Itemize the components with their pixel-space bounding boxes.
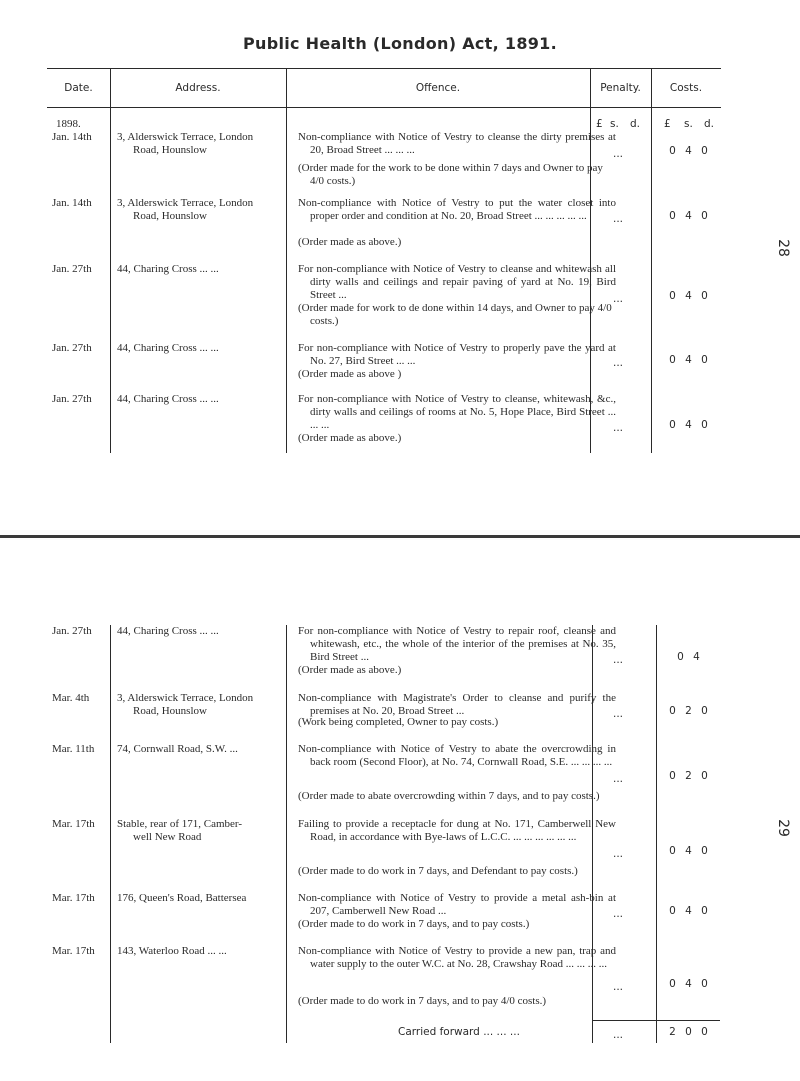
entry-address	[117, 263, 285, 276]
entry-costs: 0 4	[677, 651, 703, 663]
entry-costs: 0 4 0	[669, 845, 711, 857]
entry-offence: Failing to provide a receptacle for dung at No. 171, Camberwell New Road, in accordance with Bye-laws of L.C.C. ... ... ... ... ... ...	[298, 818, 616, 844]
entry-offence: Non-compliance with Notice of Vestry to cleanse the dirty premises at 20, Broad Street ... ... ...	[298, 131, 616, 157]
entry-address	[117, 818, 285, 844]
entry-costs: 0 4 0	[669, 978, 711, 990]
address-line: 74, Cornwall Road, S.W. ...	[117, 743, 238, 755]
entry-date: Jan. 27th	[52, 625, 92, 637]
entry-order-note: (Work being completed, Owner to pay costs.)	[298, 716, 499, 728]
entry-offence: For non-compliance with Notice of Vestry to cleanse and whitewash all dirty walls and ceilings and repair paving of yard at No. 19, Bird Street ...	[298, 263, 616, 302]
entry-date: Mar. 4th	[52, 692, 90, 704]
page-divider	[0, 535, 800, 538]
header-bottom-rule	[47, 107, 721, 108]
entry-offence: Non-compliance with Notice of Vestry to put the water closet into proper order and condition at No. 20, Broad Street ... ... ... ... ...	[298, 197, 616, 223]
address-line: 44, Charing Cross ... ...	[117, 393, 219, 405]
entry-penalty: ...	[612, 981, 623, 993]
entry-date: Jan. 27th	[52, 393, 92, 405]
entry-date: Jan. 14th	[52, 197, 92, 209]
address-line: Stable, rear of 171, Camber-	[117, 818, 243, 830]
entry-penalty: ...	[612, 422, 623, 434]
entry-offence: For non-compliance with Notice of Vestry to cleanse, whitewash, &c., dirty walls and ceilings of rooms at No. 5, Hope Place, Bird Street ... ... ...	[298, 393, 616, 432]
entry-offence: Non-compliance with Notice of Vestry to provide a metal ash-bin at 207, Camberwell New Road ...	[298, 892, 616, 918]
entry-address	[117, 945, 285, 958]
header-top-rule	[47, 68, 721, 69]
carried-forward-label: Carried forward ... ... ...	[398, 1026, 520, 1038]
address-line: 176, Queen's Road, Battersea	[117, 892, 247, 904]
address-line: 44, Charing Cross ... ...	[117, 342, 219, 354]
address-line: Road, Hounslow	[133, 705, 207, 718]
unit-shilling: s.	[684, 118, 693, 130]
entry-costs: 0 4 0	[669, 905, 711, 917]
entry-costs: 0 4 0	[669, 354, 711, 366]
entry-costs: 0 4 0	[669, 145, 711, 157]
year: 1898.	[56, 118, 81, 130]
entry-order-note: (Order made to do work in 7 days, and to pay 4/0 costs.)	[298, 995, 547, 1007]
entry-penalty: ...	[612, 213, 623, 225]
unit-pound: £	[596, 118, 603, 130]
entry-penalty: ...	[612, 293, 623, 305]
entry-penalty: ...	[612, 908, 623, 920]
unit-pound: £	[664, 118, 671, 130]
col-divider	[656, 625, 657, 1043]
entry-address	[117, 197, 285, 223]
entry-order-note: (Order made to do work in 7 days, and to pay costs.)	[298, 918, 530, 930]
col-divider	[286, 68, 287, 453]
entry-date: Jan. 27th	[52, 342, 92, 354]
entry-penalty: ...	[612, 708, 623, 720]
entry-address	[117, 625, 285, 638]
entry-address	[117, 892, 285, 905]
entry-order-note: (Order made for the work to be done within 7 days and Owner to pay 4/0 costs.)	[298, 162, 603, 188]
entry-order-note: (Order made to abate overcrowding within 7 days, and to pay costs.)	[298, 790, 600, 802]
entry-penalty: ...	[612, 773, 623, 785]
entry-offence: Non-compliance with Notice of Vestry to abate the overcrowding in back room (Second Floor), at No. 74, Cornwall Road, S.E. ... ... ... ...	[298, 743, 616, 769]
entry-order-note: (Order made to do work in 7 days, and Defendant to pay costs.)	[298, 865, 578, 877]
address-line: 44, Charing Cross ... ...	[117, 625, 219, 637]
entry-costs: 0 2 0	[669, 705, 711, 717]
header-address: Address.	[175, 82, 221, 94]
entry-address	[117, 131, 285, 157]
entry-offence: For non-compliance with Notice of Vestry to properly pave the yard at No. 27, Bird Street ... ...	[298, 342, 616, 368]
page-title: Public Health (London) Act, 1891.	[242, 34, 557, 53]
entry-costs: 0 4 0	[669, 290, 711, 302]
entry-offence: Non-compliance with Magistrate's Order to cleanse and purify the premises at No. 20, Broad Street ...	[298, 692, 616, 718]
address-line: 3, Alderswick Terrace, London	[117, 692, 254, 704]
entry-date: Mar. 17th	[52, 818, 95, 830]
address-line: well New Road	[133, 831, 202, 844]
entry-date: Jan. 27th	[52, 263, 92, 275]
entry-penalty: ...	[612, 848, 623, 860]
entry-order-note: (Order made as above.)	[298, 432, 402, 444]
address-line: 44, Charing Cross ... ...	[117, 263, 219, 275]
carried-forward-penalty: ...	[612, 1029, 623, 1041]
entry-offence: For non-compliance with Notice of Vestry to repair roof, cleanse and whitewash, etc., the whole of the interior of the premises at No. 35, Bird Street ...	[298, 625, 616, 664]
col-divider	[651, 68, 652, 453]
entry-costs: 0 4 0	[669, 419, 711, 431]
carried-forward-costs: 2 0 0	[669, 1026, 711, 1038]
entry-date: Mar. 11th	[52, 743, 95, 755]
entry-penalty: ...	[612, 654, 623, 666]
entry-order-note: (Order made as above.)	[298, 664, 402, 676]
address-line: 143, Waterloo Road ... ...	[117, 945, 227, 957]
entry-address	[117, 743, 285, 756]
entry-date: Mar. 17th	[52, 892, 95, 904]
unit-pence: d.	[630, 118, 641, 130]
header-offence: Offence.	[415, 82, 461, 94]
entry-costs: 0 2 0	[669, 770, 711, 782]
page-number: 28	[774, 239, 791, 257]
entry-offence: Non-compliance with Notice of Vestry to provide a new pan, trap and water supply to the outer W.C. at No. 28, Crawshay Road ... ... ... ...	[298, 945, 616, 971]
entry-order-note: (Order made as above )	[298, 368, 402, 380]
entry-address	[117, 692, 285, 718]
address-line: 3, Alderswick Terrace, London	[117, 197, 254, 209]
entry-penalty: ...	[612, 357, 623, 369]
entry-address	[117, 393, 285, 406]
address-line: Road, Hounslow	[133, 144, 207, 157]
entry-penalty: ...	[612, 148, 623, 160]
header-penalty: Penalty.	[600, 82, 641, 94]
entry-costs: 0 4 0	[669, 210, 711, 222]
address-line: 3, Alderswick Terrace, London	[117, 131, 254, 143]
entry-order-note: (Order made for work to de done within 14 days, and Owner to pay 4/0 costs.)	[298, 302, 612, 328]
entry-date: Jan. 14th	[52, 131, 92, 143]
unit-pence: d.	[704, 118, 715, 130]
total-rule	[592, 1020, 720, 1021]
address-line: Road, Hounslow	[133, 210, 207, 223]
page-number: 29	[774, 819, 791, 837]
header-costs: Costs.	[669, 82, 703, 94]
header-date: Date.	[64, 82, 93, 94]
entry-order-note: (Order made as above.)	[298, 236, 402, 248]
entry-date: Mar. 17th	[52, 945, 95, 957]
col-divider	[286, 625, 287, 1043]
entry-address	[117, 342, 285, 355]
col-divider	[110, 625, 111, 1043]
unit-shilling: s.	[610, 118, 619, 130]
